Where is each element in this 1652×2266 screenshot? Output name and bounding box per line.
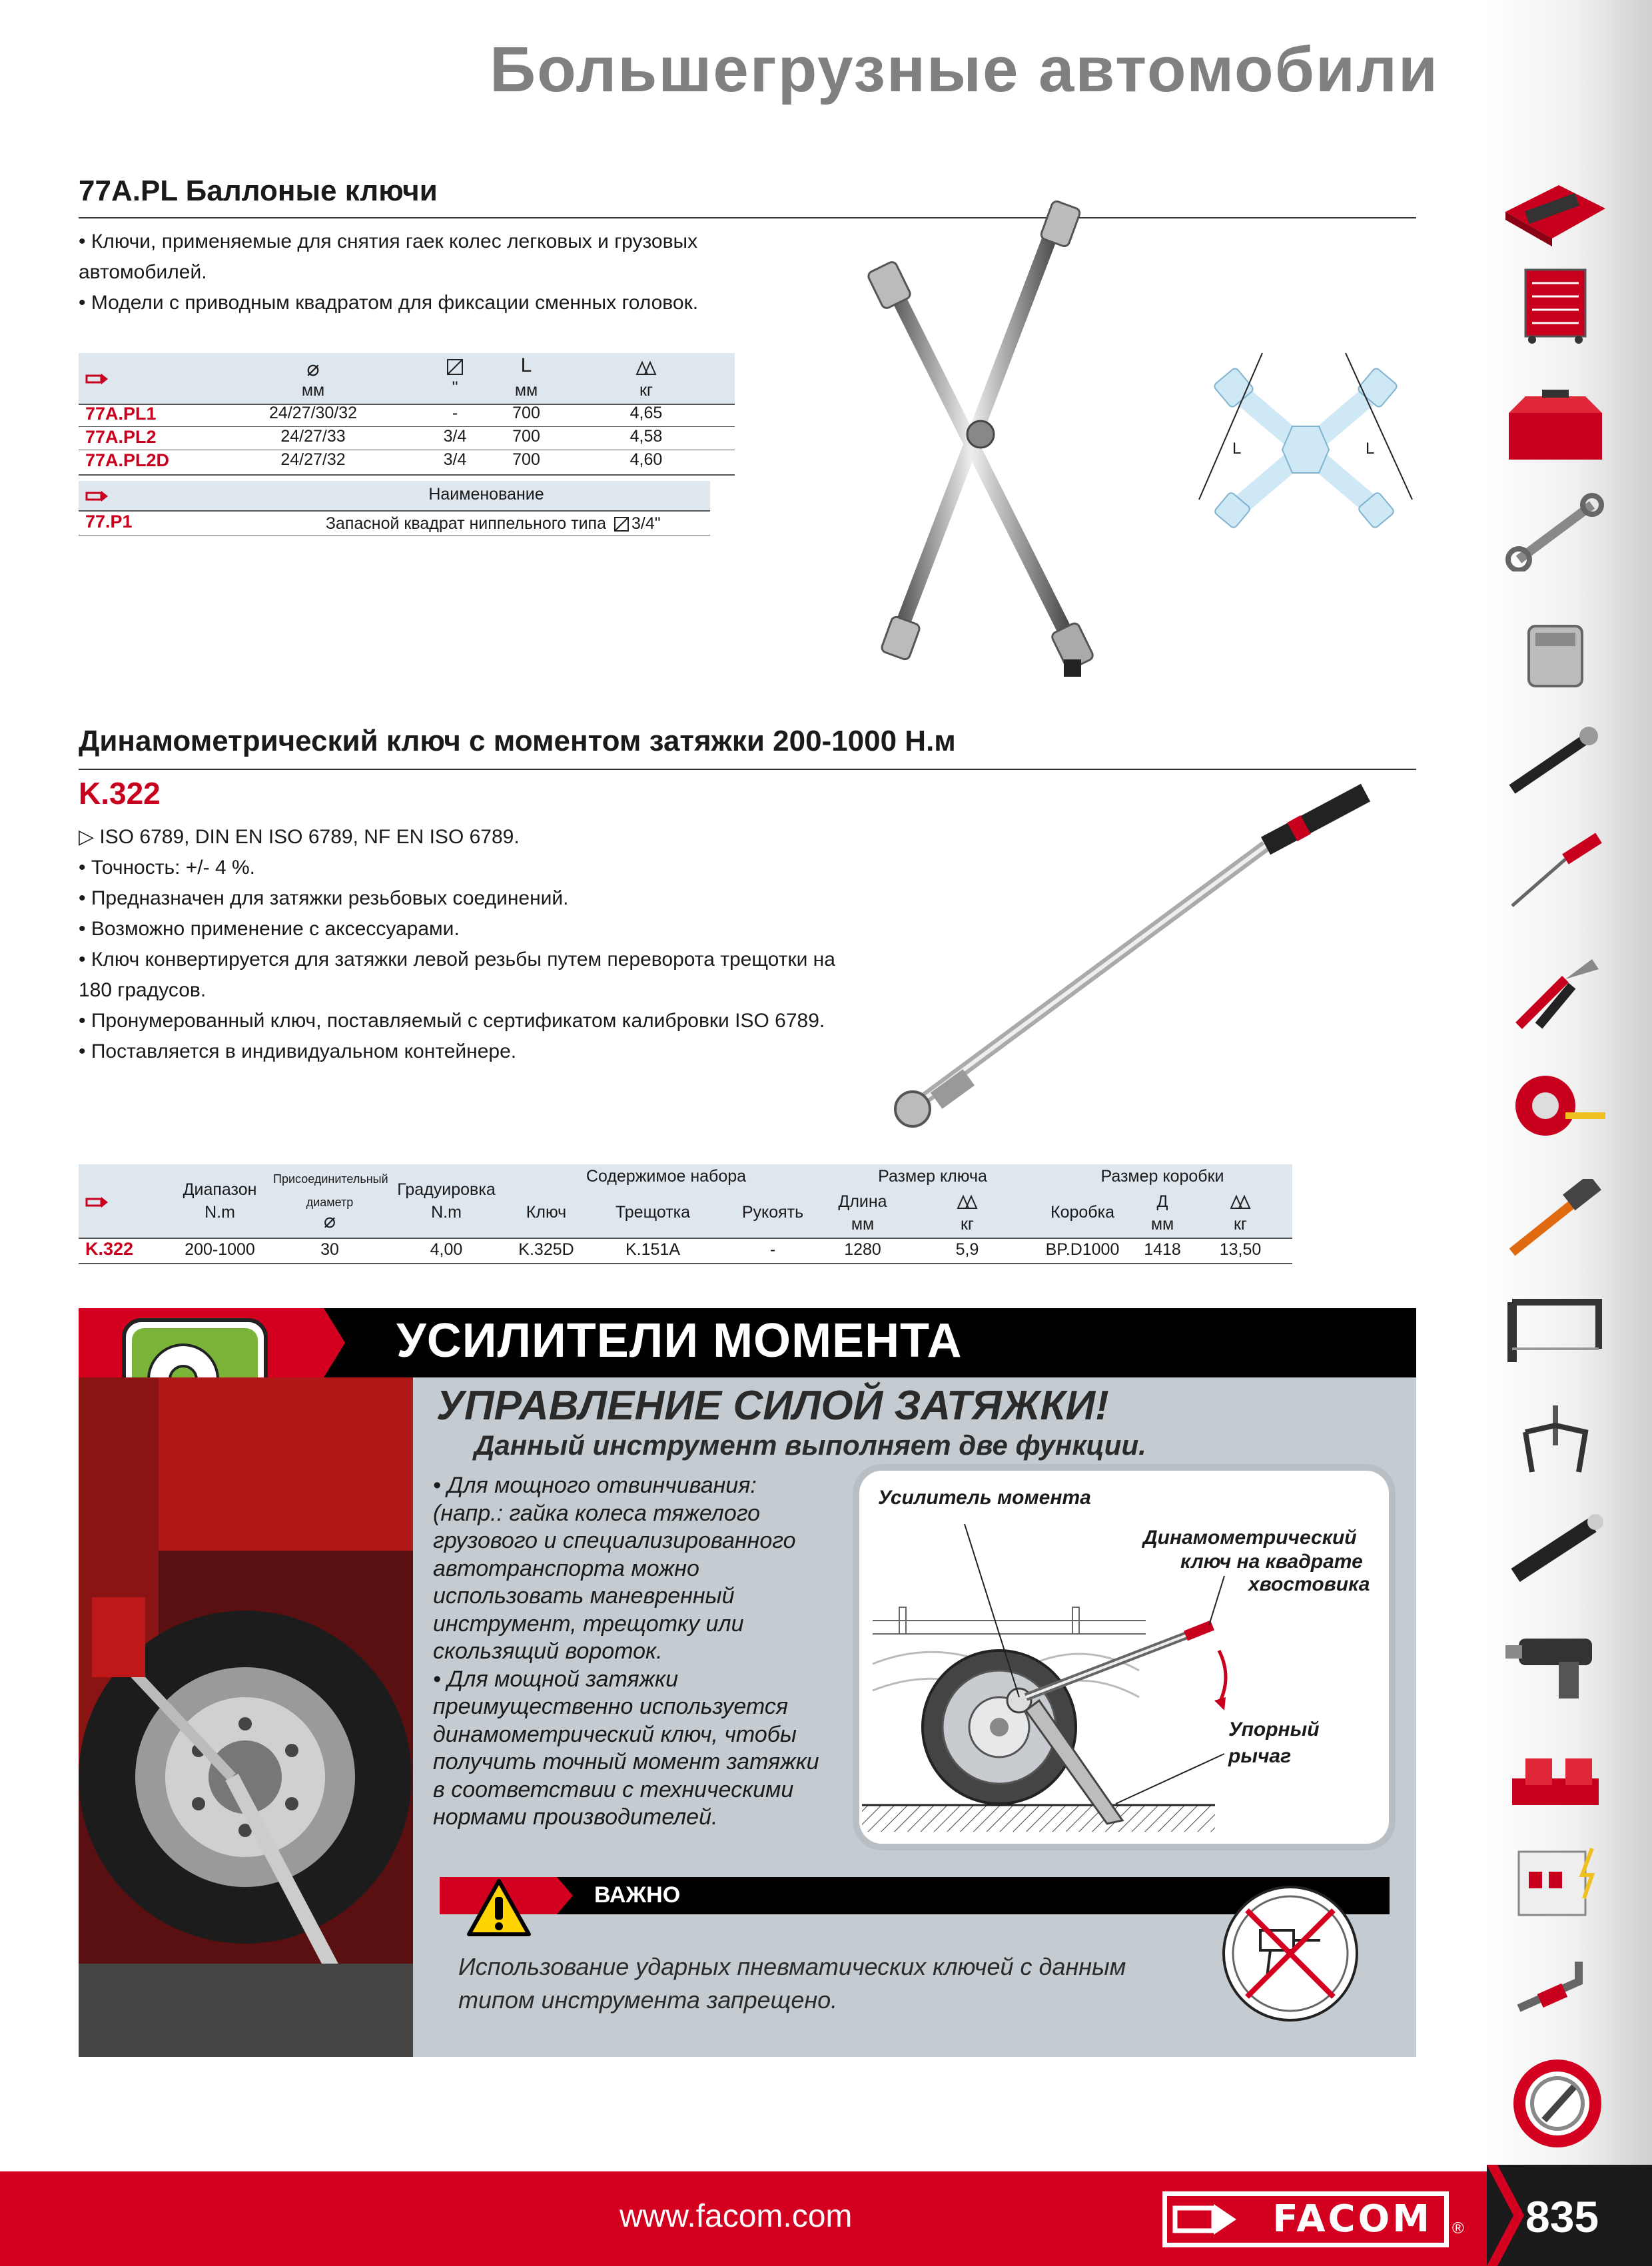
table2-h-kg: кг <box>960 1215 975 1234</box>
bullet-line: автомобилей. <box>79 261 207 283</box>
table-line <box>79 474 735 476</box>
table1-wt: 4,60 <box>629 450 663 469</box>
body-line: (напр.: гайка колеса тяжелого <box>433 1500 761 1526</box>
registered-mark: ® <box>1452 2219 1464 2237</box>
ratchet-icon[interactable] <box>1499 719 1612 798</box>
socket-icon[interactable] <box>1499 616 1612 695</box>
body-line: преимущественно используется <box>433 1694 788 1719</box>
bullet-line: • Ключ конвертируется для затяжки левой резьбы путем переворота трещотки на <box>79 948 835 970</box>
table1-sub-text: Запасной квадрат ниппельного типа <box>325 514 606 533</box>
square-drive-icon <box>614 517 629 532</box>
diagram-length-label: L <box>1366 440 1375 458</box>
diagram-label-amplifier: Усилитель момента <box>878 1487 1091 1509</box>
table2-h-boxsize: Размер коробки <box>1100 1167 1224 1186</box>
hacksaw-icon[interactable] <box>1499 1289 1612 1367</box>
product-code: K.322 <box>79 776 161 811</box>
table1-dia: 24/27/30/32 <box>268 404 358 422</box>
diagram-label-stop-2: рычаг <box>1228 1745 1292 1767</box>
table1-sq: 3/4 <box>443 427 467 446</box>
weight-icon <box>633 360 659 376</box>
torque-heading: УПРАВЛЕНИЕ СИЛОЙ ЗАТЯЖКИ! <box>436 1383 1109 1429</box>
cross-wrench-diagram <box>1192 340 1419 546</box>
diagram-label-wrench-1: Динамометрический <box>1143 1527 1357 1549</box>
table2-h-d: Д <box>1156 1192 1168 1211</box>
footer-url-link[interactable]: www.facom.com <box>620 2199 853 2234</box>
table2-h-grad-unit: N.m <box>431 1203 462 1222</box>
diagram-label-stop-1: Упорный <box>1228 1718 1320 1740</box>
table2-code: K.322 <box>85 1239 134 1259</box>
page-badge-chevron <box>1487 2165 1527 2266</box>
table2-box-wt: 13,50 <box>1219 1240 1262 1259</box>
torque-wrench-image <box>879 779 1386 1139</box>
table2-h-key: Ключ <box>526 1203 567 1222</box>
table1-sub-code: 77.P1 <box>85 512 133 532</box>
table2-h-kg: кг <box>1233 1215 1248 1234</box>
toolbox-icon[interactable] <box>1499 386 1612 465</box>
torque-subheading: Данный инструмент выполняет две функции. <box>474 1429 1146 1461</box>
wrench-icon[interactable] <box>1499 493 1612 571</box>
table2-h-len: Длина <box>838 1192 887 1211</box>
cross-wheel-wrench-image <box>859 193 1126 686</box>
truck-wheel-photo <box>79 1377 413 2057</box>
torque-band-title: УСИЛИТЕЛИ МОМЕНТА <box>396 1314 963 1367</box>
table2-key: K.325D <box>518 1240 574 1259</box>
table1-dia: 24/27/33 <box>280 427 346 446</box>
body-line: грузового и специализированного <box>433 1528 796 1553</box>
table1-len: 700 <box>512 404 540 422</box>
pliers-icon[interactable] <box>1499 952 1612 1031</box>
body-line: • Для мощного отвинчивания: <box>433 1473 757 1498</box>
body-line: нормами производителей. <box>433 1804 718 1830</box>
tool-cabinet-icon[interactable] <box>1499 266 1612 345</box>
play-icon: ▷ <box>79 826 100 848</box>
weight-icon <box>1227 1194 1254 1210</box>
warning-title: ВАЖНО <box>594 1882 681 1908</box>
tape-measure-icon[interactable] <box>1499 1066 1612 1144</box>
table2-h-mm: мм <box>1150 1215 1174 1234</box>
table1-wt: 4,65 <box>629 404 663 422</box>
body-line: • Для мощной затяжки <box>433 1666 678 1692</box>
table1-sub-size: 3/4" <box>631 514 661 533</box>
table2-d: 1418 <box>1144 1240 1181 1259</box>
table2-h-grad: Градуировка <box>397 1180 496 1199</box>
table2-ratchet: K.151A <box>625 1240 680 1259</box>
warning-icon <box>466 1878 532 1937</box>
diagram-length-label: L <box>1232 440 1242 458</box>
body-line: автотранспорта можно <box>433 1555 699 1581</box>
bullet-text: ISO 6789, DIN EN ISO 6789, NF EN ISO 6789. <box>99 826 520 848</box>
torque-category-icon[interactable] <box>1511 2057 1604 2150</box>
table2-h-mm: мм <box>851 1215 875 1234</box>
table1-sq: - <box>452 404 458 422</box>
puller-icon[interactable] <box>1499 1399 1612 1477</box>
table1-len: 700 <box>512 450 540 469</box>
warning-text <box>458 1950 1126 2017</box>
table1-unit-dia: мм <box>301 381 325 400</box>
table-line <box>79 1263 1292 1264</box>
facom-logo-text: FACOM <box>1167 2196 1444 2243</box>
electrical-icon[interactable] <box>1499 1842 1612 1920</box>
table2-h-conn2: диаметр <box>306 1196 354 1209</box>
bullet-line: • Возможно применение с аксессуарами. <box>79 918 460 940</box>
diameter-icon: ⌀ <box>306 356 320 380</box>
impact-wrench-icon[interactable] <box>1499 1625 1612 1704</box>
section-rule <box>79 217 1416 218</box>
table2-h-conn: Присоединительный <box>273 1172 388 1186</box>
table2-h-ratchet: Трещотка <box>615 1203 691 1222</box>
table1-code: 77A.PL2D <box>85 450 170 470</box>
table2-h-range-unit: N.m <box>205 1203 235 1222</box>
table2-h-handle: Рукоять <box>741 1203 804 1222</box>
body-line: получить точный момент затяжки <box>433 1749 819 1774</box>
table1-unit-sq: " <box>452 378 458 397</box>
diameter-icon: ⌀ <box>323 1210 336 1232</box>
section-title-k322: Динамометрический ключ с моментом затяжки 200-1000 Н.м <box>79 725 956 757</box>
body-line: динамометрический ключ, чтобы <box>433 1721 797 1747</box>
body-line: использовать маневренный <box>433 1583 735 1609</box>
section2-bullets <box>79 822 835 1067</box>
table1-unit-wt: кг <box>639 381 653 400</box>
bullet-line: • Предназначен для затяжки резьбовых соединений. <box>79 887 569 909</box>
section1-bullets <box>79 226 698 318</box>
flashlight-icon[interactable] <box>1499 1509 1612 1587</box>
bullet-line: • Модели с приводным квадратом для фиксации сменных головок. <box>79 292 699 314</box>
reference-arrow-icon <box>85 490 109 502</box>
table2-grad: 4,00 <box>430 1240 463 1259</box>
bullet-line: • Поставляется в индивидуальном контейнере. <box>79 1040 517 1062</box>
table2-h-keysize: Размер ключа <box>878 1167 987 1186</box>
reference-arrow-icon <box>85 373 109 385</box>
section-title-77a-pl: 77A.PL Баллоные ключи <box>79 175 438 207</box>
table2-wt: 5,9 <box>955 1240 979 1259</box>
section-rule <box>79 769 1416 770</box>
table2-conn: 30 <box>320 1240 339 1259</box>
table1-wt: 4,58 <box>629 427 663 446</box>
page-title: Большегрузные автомобили <box>490 34 1439 105</box>
warning-line: типом инструмента запрещено. <box>458 1986 838 2014</box>
bullet-line <box>79 822 835 853</box>
hammer-icon[interactable] <box>1499 1179 1612 1258</box>
table2-handle: - <box>769 1240 776 1259</box>
table1-code: 77A.PL2 <box>85 427 157 447</box>
screwdriver-icon[interactable] <box>1499 833 1612 911</box>
table2-h-box: Коробка <box>1050 1203 1114 1222</box>
body-line: в соответствии с техническими <box>433 1776 794 1802</box>
page-number: 835 <box>1525 2192 1599 2241</box>
table1-unit-len: мм <box>514 381 538 400</box>
diagram-label-wrench-2: ключ на квадрате <box>1180 1551 1363 1573</box>
table2-range: 200-1000 <box>185 1240 255 1259</box>
bullet-line: • Ключи, применяемые для снятия гаек колес легковых и грузовых <box>79 230 698 252</box>
torque-body <box>433 1472 819 1832</box>
table1-code: 77A.PL1 <box>85 404 157 424</box>
reference-arrow-icon <box>85 1196 109 1208</box>
table1-len: 700 <box>512 427 540 446</box>
table1-sq: 3/4 <box>443 450 467 469</box>
table1-sub-header: Наименование <box>428 485 544 504</box>
table2-box: BP.D1000 <box>1045 1240 1120 1259</box>
warning-line: Использование ударных пневматических ключей с данным <box>458 1953 1126 1980</box>
length-symbol: L <box>520 354 532 376</box>
table-line <box>79 1238 1292 1239</box>
table2-h-set: Содержимое набора <box>586 1167 747 1186</box>
weight-icon <box>954 1194 981 1210</box>
square-drive-icon <box>446 358 464 376</box>
tool-case-icon[interactable] <box>1499 172 1612 250</box>
bullet-line: 180 градусов. <box>79 979 206 1001</box>
table2-len: 1280 <box>844 1240 881 1259</box>
vise-icon[interactable] <box>1499 1738 1612 1817</box>
hex-key-icon[interactable] <box>1499 1948 1612 2027</box>
facom-arrow-icon <box>1172 2201 1239 2237</box>
table1-dia: 24/27/32 <box>280 450 346 469</box>
bullet-line: • Точность: +/- 4 %. <box>79 857 255 879</box>
body-line: инструмент, трещотку или <box>433 1611 744 1637</box>
table-line <box>79 510 710 512</box>
table2-h-range: Диапазон <box>183 1180 257 1199</box>
no-impact-wrench-icon <box>1220 1884 1360 2024</box>
body-line: скользящий вороток. <box>433 1639 663 1664</box>
diagram-label-wrench-3: хвостовика <box>1248 1573 1370 1595</box>
bullet-line: • Пронумерованный ключ, поставляемый с сертификатом калибровки ISO 6789. <box>79 1010 825 1032</box>
